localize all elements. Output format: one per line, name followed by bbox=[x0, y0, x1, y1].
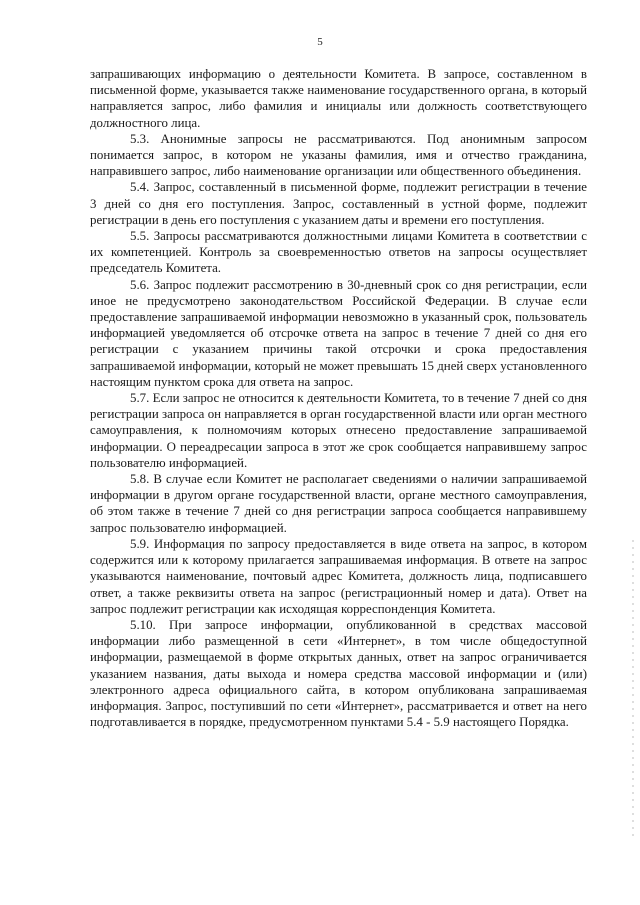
paragraph-5-8: 5.8. В случае если Комитет не располагает сведениями о наличии запрашиваемой информации в другом органе государственной власти, органе местного самоуправления, об этом также в течение 7 дней со дня регистрации запроса сообщается направившему запрос пользователю информацией. bbox=[90, 472, 587, 535]
paragraph-5-9: 5.9. Информация по запросу предоставляется в виде ответа на запрос, в котором содержится или к которому прилагается запрашиваемая информация. В ответе на запрос указываются наименование, почтовый адрес Комитета, должность лица, подписавшего ответ, а также реквизиты ответа на запрос (регистрационный номер и дата). Ответ на запрос подлежит регистрации как исходящая корреспонденция Комитета. bbox=[90, 536, 587, 616]
document-body bbox=[90, 66, 587, 730]
paragraph-5-6: 5.6. Запрос подлежит рассмотрению в 30-дневный срок со дня регистрации, если иное не предусмотрено законодательством Российской Федерации. В случае если предоставление запрашиваемой информации невозможно в указанный срок, пользователь информацией уведомляется об отсрочке ответа на запрос в течение 7 дней со дня его регистрации с указанием причины такой отсрочки и срока предоставления запрашиваемой информации, который не может превышать 15 дней сверх установленного настоящим пунктом срока для ответа на запрос. bbox=[90, 277, 587, 389]
scan-edge-marks bbox=[632, 540, 634, 840]
paragraph-5-3: 5.3. Анонимные запросы не рассматриваются. Под анонимным запросом понимается запрос, в котором не указаны фамилия, имя и отчество гражданина, направившего запрос, либо наименование организации или общественного объединения. bbox=[90, 131, 587, 179]
page-number: 5 bbox=[317, 36, 323, 48]
paragraph-5-5: 5.5. Запросы рассматриваются должностными лицами Комитета в соответствии с их компетенцией. Контроль за своевременностью ответов на запросы осуществляет председатель Комитета. bbox=[90, 229, 587, 276]
paragraph-continuation: запрашивающих информацию о деятельности Комитета. В запросе, составленном в письменной форме, указывается также наименование государственного органа, в который направляется запрос, либо фамилия и инициалы или должность соответствующего должностного лица. bbox=[90, 67, 587, 130]
paragraph-5-10: 5.10. При запросе информации, опубликованной в средствах массовой информации либо размещенной в сети «Интернет», в том числе общедоступной информации, размещаемой в форме открытых данных, ответ на запрос ограничивается указанием названия, даты выхода и номера средства массовой информации и (или) электронного адреса официального сайта, в котором опубликована запрашиваемая информация. Запрос, поступивший по сети «Интернет», рассматривается и ответ на него подготавливается в порядке, предусмотренном пунктами 5.4 - 5.9 настоящего Порядка. bbox=[90, 617, 587, 730]
paragraph-5-4: 5.4. Запрос, составленный в письменной форме, подлежит регистрации в течение 3 дней со дня его поступления. Запрос, составленный в устной форме, подлежит регистрации в день его поступления с указанием даты и времени его поступления. bbox=[90, 180, 587, 227]
paragraph-5-7: 5.7. Если запрос не относится к деятельности Комитета, то в течение 7 дней со дня регистрации запроса он направляется в орган государственной власти или орган местного самоуправления, к полномочиям которых отнесено предоставление запрашиваемой информации. О переадресации запроса в этот же срок сообщается направившему запрос пользователю информацией. bbox=[90, 391, 587, 470]
